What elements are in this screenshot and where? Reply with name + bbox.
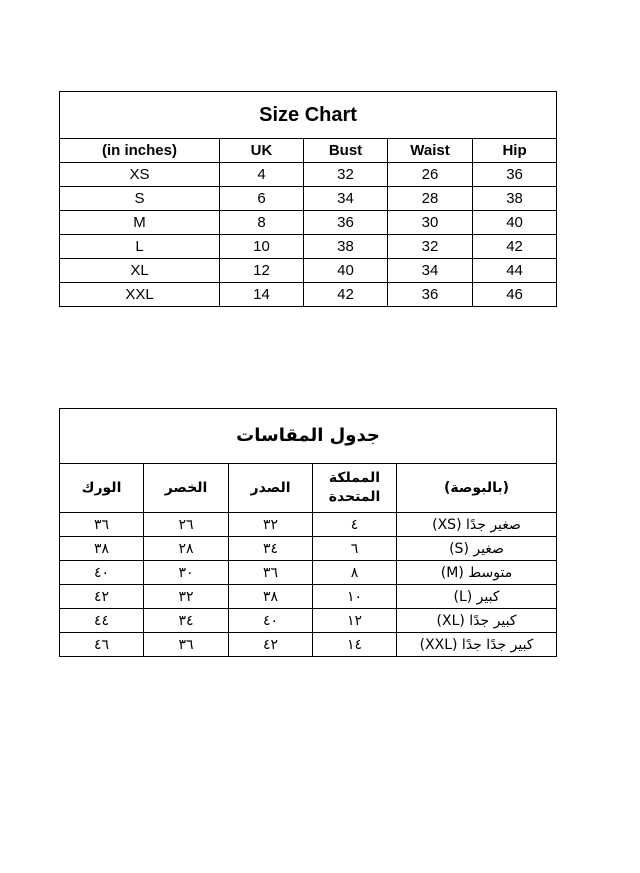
hip-cell: ٣٦ [60,513,144,537]
size-chart-table-english [59,91,557,307]
bust-cell: 42 [304,283,388,307]
table-row [60,211,557,235]
bust-cell: 40 [304,259,388,283]
table-header-row [60,464,557,513]
size-cell: متوسط (M) [397,561,557,585]
hip-cell: 38 [473,187,557,211]
table-row [60,259,557,283]
waist-cell: 34 [388,259,473,283]
bust-cell: 38 [304,235,388,259]
header-unit: (بالبوصة) [397,464,557,513]
hip-cell: ٤٦ [60,633,144,657]
hip-cell: ٣٨ [60,537,144,561]
bust-cell: ٣٢ [229,513,313,537]
header-hip: Hip [473,139,557,163]
bust-cell: 32 [304,163,388,187]
header-uk: UK [220,139,304,163]
waist-cell: ٣٠ [144,561,229,585]
header-uk [313,464,397,513]
table-row [60,163,557,187]
table-title: Size Chart [60,92,557,139]
hip-cell: ٤٤ [60,609,144,633]
waist-cell: 26 [388,163,473,187]
size-cell: XL [60,259,220,283]
bust-cell: ٣٦ [229,561,313,585]
header-bust: Bust [304,139,388,163]
hip-cell: 40 [473,211,557,235]
hip-cell: 46 [473,283,557,307]
size-cell: XXL [60,283,220,307]
header-bust: الصدر [229,464,313,513]
uk-cell: 6 [220,187,304,211]
table-row [60,187,557,211]
uk-cell: ٦ [313,537,397,561]
waist-cell: ٣٤ [144,609,229,633]
header-uk-line2: المتحدة [328,489,381,505]
hip-cell: ٤٠ [60,561,144,585]
hip-cell: 42 [473,235,557,259]
bust-cell: ٤٢ [229,633,313,657]
waist-cell: 36 [388,283,473,307]
uk-cell: 8 [220,211,304,235]
waist-cell: 32 [388,235,473,259]
uk-cell: ١٤ [313,633,397,657]
header-waist: Waist [388,139,473,163]
size-cell: XS [60,163,220,187]
waist-cell: ٣٢ [144,585,229,609]
uk-cell: ١٢ [313,609,397,633]
table-row [60,633,557,657]
hip-cell: 36 [473,163,557,187]
table-row [60,585,557,609]
waist-cell: ٢٨ [144,537,229,561]
header-uk-line1: المملكة [328,470,381,487]
table-row [60,609,557,633]
waist-cell: 28 [388,187,473,211]
bust-cell: 34 [304,187,388,211]
table-row [60,513,557,537]
bust-cell: ٣٨ [229,585,313,609]
header-hip: الورك [60,464,144,513]
bust-cell: ٤٠ [229,609,313,633]
uk-cell: ١٠ [313,585,397,609]
uk-cell: 10 [220,235,304,259]
size-cell: كبير (L) [397,585,557,609]
uk-cell: 12 [220,259,304,283]
size-cell: صغير جدًا (XS) [397,513,557,537]
uk-cell: 4 [220,163,304,187]
waist-cell: 30 [388,211,473,235]
table-row [60,561,557,585]
table-header-row [60,139,557,163]
size-cell: S [60,187,220,211]
size-cell: كبير جدًا (XL) [397,609,557,633]
size-cell: M [60,211,220,235]
table-row [60,537,557,561]
uk-cell: ٨ [313,561,397,585]
bust-cell: 36 [304,211,388,235]
header-waist: الخصر [144,464,229,513]
size-cell: L [60,235,220,259]
waist-cell: ٣٦ [144,633,229,657]
table-row [60,235,557,259]
table-row [60,283,557,307]
hip-cell: ٤٢ [60,585,144,609]
size-cell: صغير (S) [397,537,557,561]
bust-cell: ٣٤ [229,537,313,561]
uk-cell: ٤ [313,513,397,537]
size-cell: كبير جدًا جدًا (XXL) [397,633,557,657]
hip-cell: 44 [473,259,557,283]
waist-cell: ٢٦ [144,513,229,537]
uk-cell: 14 [220,283,304,307]
table-title: جدول المقاسات [60,409,557,464]
header-unit: (in inches) [60,139,220,163]
size-chart-table-arabic [59,408,557,657]
